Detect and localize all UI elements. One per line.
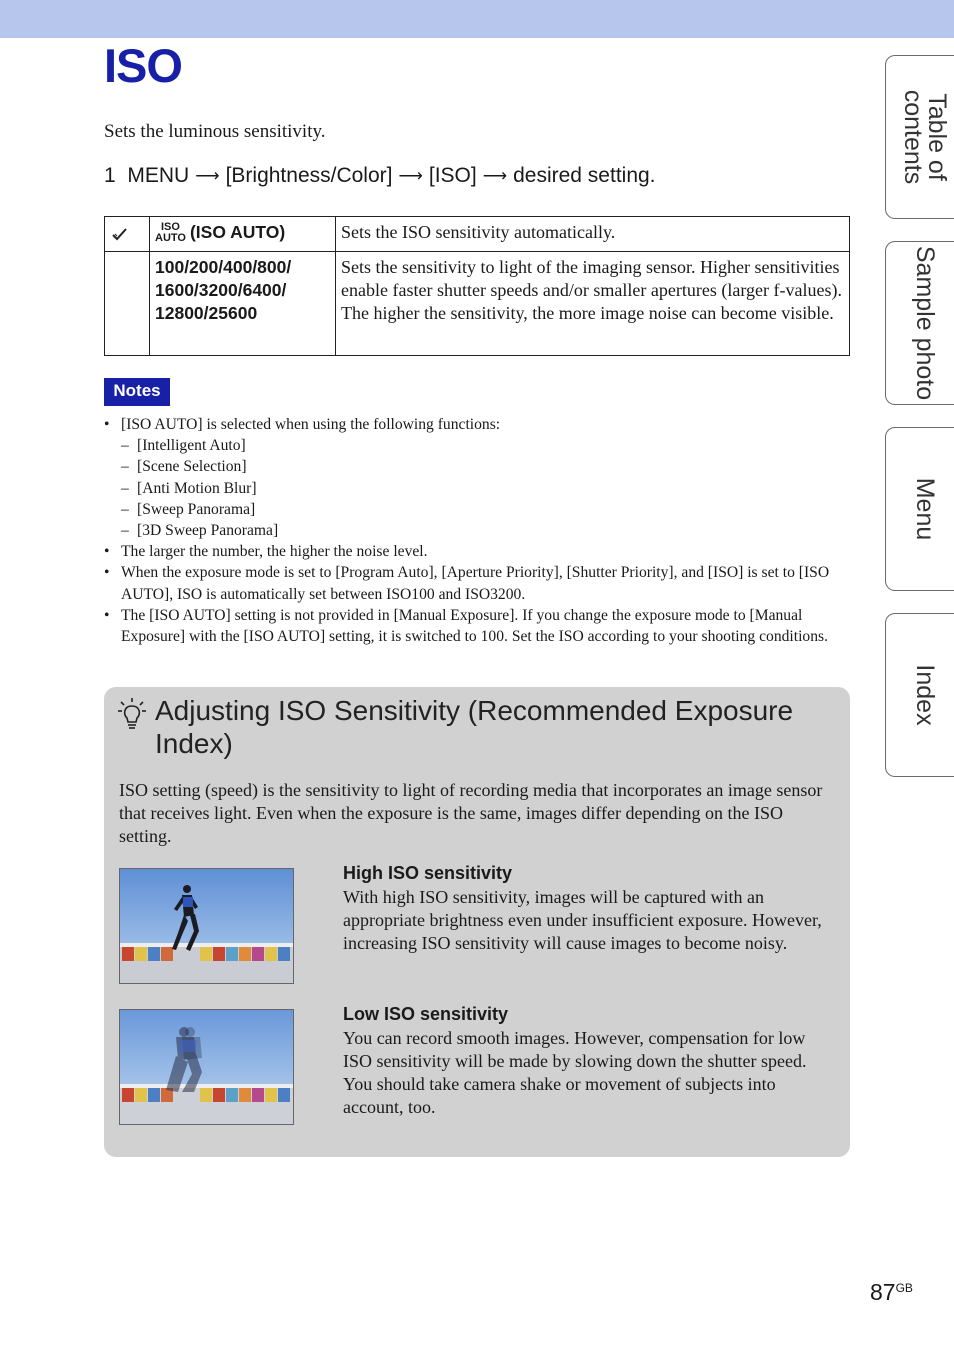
default-cell	[105, 217, 150, 252]
lightbulb-icon	[117, 697, 147, 729]
intro-text: Sets the luminous sensitivity.	[104, 121, 326, 142]
settings-table	[104, 216, 850, 356]
setting-description: Sets the sensitivity to light of the imaging sensor. Higher sensitivities enable faster shutter speeds and/or smaller apertures (larger f-values). The higher the sensitivity, the more image noise can become visible.	[336, 252, 850, 356]
list-subitem: – [Anti Motion Blur]	[121, 479, 257, 497]
list-subitem: – [Sweep Panorama]	[121, 500, 256, 518]
low-iso-sample-image	[119, 1009, 294, 1125]
tab-sample-photo[interactable]	[885, 241, 954, 405]
header-band	[0, 0, 954, 38]
check-icon	[111, 226, 129, 242]
page-title: ISO	[104, 39, 182, 92]
menu-step	[104, 164, 656, 188]
low-iso-text: You can record smooth images. However, compensation for low ISO sensitivity will be made by slowing down the shutter speed. You should take camera shake or movement of subjects into account, too.	[343, 1028, 807, 1117]
tab-table-of-contents[interactable]	[885, 55, 954, 219]
setting-name: (ISO AUTO)	[189, 222, 286, 242]
list-item: • When the exposure mode is set to [Program Auto], [Aperture Priority], [Shutter Priority], and [ISO] is set to [ISO AUTO], ISO is automatically set between ISO100 and ISO3200.	[104, 564, 830, 603]
arrow-right-icon: ⟶	[195, 166, 220, 185]
step-desired-setting: desired setting.	[513, 164, 656, 187]
list-item: • The [ISO AUTO] setting is not provided in [Manual Exposure]. If you change the exposure mode to [Manual Exposure] with the [ISO AUTO] setting, it is switched to 100. Set the ISO according to your shooting conditions.	[104, 606, 828, 646]
tab-index[interactable]	[885, 613, 954, 777]
tab-label: Index	[911, 664, 939, 726]
step-brightness-color: [Brightness/Color]	[225, 164, 393, 187]
table-row	[105, 252, 850, 356]
list-subitem: – [3D Sweep Panorama]	[121, 522, 279, 540]
list-item: • The larger the number, the higher the noise level.	[104, 543, 428, 561]
default-cell	[105, 252, 150, 356]
list-subitem: – [Scene Selection]	[121, 458, 247, 476]
setting-description: Sets the ISO sensitivity automatically.	[336, 217, 850, 252]
step-number: 1	[104, 164, 116, 187]
list-subitem: – [Intelligent Auto]	[121, 437, 246, 455]
arrow-right-icon: ⟶	[482, 166, 508, 185]
tab-menu[interactable]	[885, 427, 954, 591]
arrow-right-icon: ⟶	[398, 166, 423, 185]
step-iso: [ISO]	[428, 164, 477, 187]
high-iso-sample-image	[119, 868, 294, 984]
iso-auto-icon: ISO AUTO	[155, 221, 186, 245]
tab-label: Table of contents	[899, 89, 951, 185]
step-menu: MENU	[127, 164, 190, 187]
setting-cell: 100/200/400/800/ 1600/3200/6400/ 12800/25600	[150, 252, 336, 356]
low-iso-heading: Low ISO sensitivity	[343, 1004, 509, 1024]
tip-body: ISO setting (speed) is the sensitivity to light of recording media that incorporates an image sensor that receives light. Even when the exposure is the same, images differ depending on the ISO setting.	[119, 780, 823, 846]
table-row	[105, 217, 850, 252]
notes-label: Notes	[104, 378, 170, 406]
page-suffix: GB	[895, 1281, 913, 1295]
tab-label: Menu	[911, 477, 939, 541]
notes-list	[104, 414, 850, 647]
setting-cell	[150, 217, 336, 252]
high-iso-heading: High ISO sensitivity	[343, 863, 513, 883]
tab-label: Sample photo	[911, 245, 939, 401]
page-number: $87^{GB}$	[870, 1279, 913, 1305]
tip-title: Adjusting ISO Sensitivity (Recommended Exposure Index)	[155, 695, 794, 759]
list-item: • [ISO AUTO] is selected when using the following functions:	[104, 416, 501, 433]
high-iso-text: With high ISO sensitivity, images will be captured with an appropriate brightness even under insufficient exposure. However, increasing ISO sensitivity will cause images to become noisy.	[343, 887, 822, 953]
